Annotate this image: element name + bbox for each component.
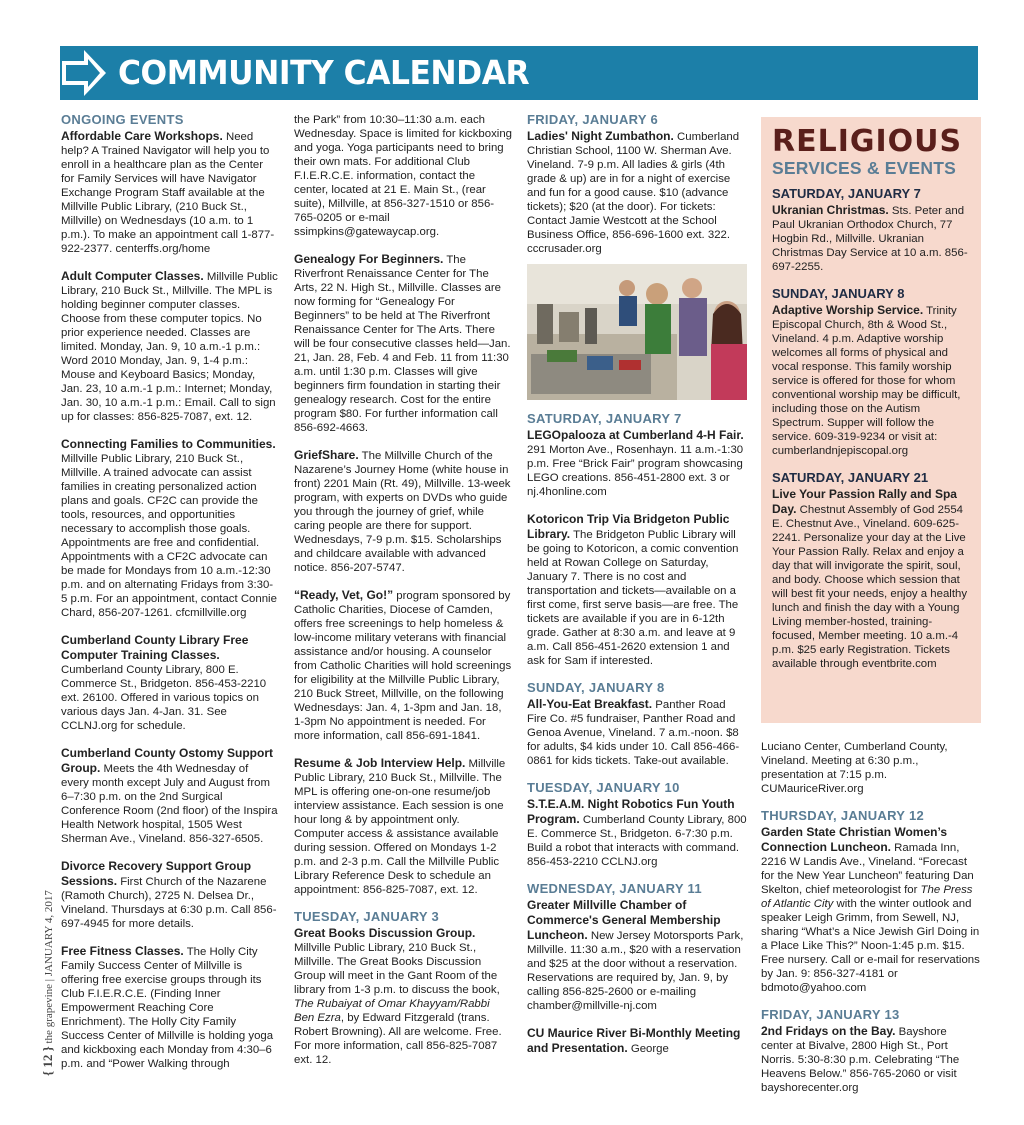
event-body: with the winter outlook and speaker Leigh Grimm, from Sewell, NJ, sharing “What’s a Nice Jewish Girl Doing in a Place Like This?” Noon-1:45 p.m. $15. Free nursery. Call or e-mail for reservations by Jan. 9: 856-327-4181 or bdmoto@yahoo.com [761, 898, 980, 994]
event-title: Adaptive Worship Service. [772, 303, 924, 317]
event-title: All-You-Eat Breakfast. [527, 697, 653, 711]
event-entry [61, 944, 279, 1071]
event-entry [527, 898, 747, 1013]
publication-name: the grapevine [43, 983, 55, 1044]
event-body: Cumberland Christian School, 1100 W. Sherman Ave. Vineland. 7-9 p.m. All ladies & girls (4th grade & up) are in for a night of exercise and fun for a good cause. $10 (advance tickets); $20 (at the door). For tickets: Contact Jamie Westcott at the School Business Office, 856-696-1600 ext. 322. cccrusader.org [527, 131, 740, 255]
event-title: Affordable Care Workshops. [61, 129, 223, 143]
event-entry [527, 512, 747, 668]
event-entry [761, 825, 981, 995]
arrow-icon [62, 46, 108, 100]
page-footer [40, 890, 56, 1076]
event-title: Adult Computer Classes. [61, 269, 204, 283]
event-title: Cumberland County Library Free Computer Training Classes. [61, 633, 249, 662]
event-body: Sts. Peter and Paul Ukranian Orthodox Church, 77 Hogbin Rd., Millville. Ukranian Christmas Day Service at 10 a.m. 856-697-2255. [772, 205, 968, 273]
section-heading: THURSDAY, JANUARY 12 [761, 808, 925, 823]
event-title: 2nd Fridays on the Bay. [761, 1024, 896, 1038]
religious-box [761, 117, 981, 723]
event-title: Greater Millville Chamber of Commerce's General Membership Luncheon. [527, 898, 721, 942]
event-title: Great Books Discussion Group. [294, 926, 476, 940]
event-body: The Millville Church of the Nazarene’s Journey Home (white house in front) 2201 Main (Rt. 49), Millville. 13-week program, with experts on DVDs who guide you through the journey of grief, while caring people are there for support. Wednesdays, 7-9 p.m. $15. Scholarships and childcare available with advanced notice. 856-207-5747. [294, 450, 511, 574]
event-title: LEGOpalooza at Cumberland 4-H Fair. [527, 428, 744, 442]
event-entry [527, 697, 747, 768]
section-heading: SATURDAY, JANUARY 7 [772, 186, 921, 201]
event-entry [294, 588, 512, 743]
event-body: Cumberland County Library, 800 E. Commerce St., Bridgeton. 856-453-2210 ext. 26100. Offered in various topics on various days Jan. 4-Jan. 31. See CCLNJ.org for schedule. [61, 664, 267, 732]
event-body: Millville Public Library, 210 Buck St., Millville. The Great Books Discussion Group will meet in the Gant Room of the library from 1-3 p.m. to discuss the book, [294, 942, 500, 996]
event-body: 291 Morton Ave., Rosenhayn. 11 a.m.-1:30 p.m. Free “Brick Fair” program showcasing LEGO creations. 856-451-2800 ext. 3 or nj.4honline.com [527, 444, 744, 498]
event-body: Need help? A Trained Navigator will help you to enroll in a healthcare plan as the Center for Family Services will have Navigator Exchange Program Staff available at the Millville Public Library, (210 Buck St., Millville) on Wednesdays (10 a.m. to 1 p.m.). To make an appointment call 1-877-922-2377. centerffs.org/home [61, 131, 275, 255]
event-body: The Bridgeton Public Library will be going to Kotoricon, a comic convention held at Rowan College on Saturday, January 7. There is no cost and transportation and tickets—available on a first come, first serve basis—are free. The tickets are available if you are in 6-12th grade. Gather at 8:30 a.m. and leave at 9 a.m. Call 856-451-2620 extension 1 and ask for Sam if interested. [527, 529, 739, 667]
event-body: George [627, 1043, 669, 1055]
column-three [527, 113, 747, 1069]
event-body: Millville Public Library, 210 Buck St., Millville. The MPL is holding beginner computer classes. Choose from these computer topics. No prior experience needed. Classes are limited. Monday, Jan. 9, 10 a.m.-1 p.m.: Word 2010 Monday, Jan. 9, 1-4 p.m.: Mouse and Keyboard Basics; Monday, Jan. 23, 10 a.m.-1 p.m.: Internet; Monday, Jan. 30, 10 a.m.-1 p.m.: Email. Call to sign up for classes: 856-825-7087, ext. 12. [61, 271, 278, 423]
event-body: Trinity Episcopal Church, 8th & Wood St., Vineland. 4 p.m. Adaptive worship welcomes all forms of physical and vocal response. This family worship service is offered for those for whom conventional worship may be difficult, including those on the Autism Spectrum. Supper will follow the service. 609-319-9234 or visit at: cumberlandnjepiscopal.org [772, 305, 961, 457]
event-body: the Park” from 10:30–11:30 a.m. each Wednesday. Space is limited for kickboxing and yoga. Yoga participants need to bring their own mats. For additional Club F.I.E.R.C.E. information, contact the center, located at 21 E. Main St., (rear suite), Millville, at 856-327-1510 or 856-765-0205 or e-mail ssimpkins@gatewaycap.org. [294, 114, 513, 238]
column-ongoing [61, 113, 279, 1084]
event-title: Resume & Job Interview Help. [294, 756, 466, 770]
religious-subtitle: SERVICES & EVENTS [772, 158, 956, 178]
section-heading: FRIDAY, JANUARY 6 [527, 112, 659, 127]
section-heading: WEDNESDAY, JANUARY 11 [527, 881, 702, 896]
event-entry [61, 633, 279, 733]
event-body: Millville Public Library, 210 Buck St., Millville. A trained advocate can assist families in creating personalized action plans and goals. CF2C can provide the tools, resources, and opportunities necessary to accomplish those goals. Appointments are free and confidential. Appointments with a CF2C advocate can be made for Mondays from 10 a.m.-12:30 p.m. and on alternating Fridays from 3:30-5 p.m. For an appointment, contact Connie Chard, 856-207-1261. cfcmillville.org [61, 453, 277, 619]
event-body: Panther Road Fire Co. #5 fundraiser, Panther Road and Genoa Avenue, Vineland. 7 a.m.-noon. $8 for adults, $4 kids under 10. Call 856-466-0861 for kids tickets. Take-out available. [527, 699, 740, 767]
page-number: { 12 } [40, 1046, 55, 1076]
event-title: CU Maurice River Bi-Monthly Meeting and Presentation. [527, 1026, 741, 1055]
publication-name: The Press of Atlantic City [761, 884, 973, 910]
event-entry [61, 269, 279, 424]
event-entry [294, 252, 512, 435]
event-title: Cumberland County Ostomy Support Group. [61, 746, 274, 775]
event-title: GriefShare. [294, 448, 359, 462]
section-heading: SATURDAY, JANUARY 21 [772, 470, 929, 485]
section-heading: SUNDAY, JANUARY 8 [527, 680, 665, 695]
event-title: “Ready, Vet, Go!” [294, 588, 394, 602]
event-title: Kotoricon Trip Via Bridgeton Public Library. [527, 512, 730, 541]
event-body: New Jersey Motorsports Park, Millville. 11:30 a.m., $20 with a reservation and $25 at the door without a reservation. Reservations are required by, Jan. 9, by calling 856-825-2600 or e-mailing chamber@millville-nj.com [527, 930, 744, 1012]
event-body: Ramada Inn, 2216 W Landis Ave., Vineland. “Forecast for the New Year Luncheon” featuring Dan Skelton, chief meteorologist for [761, 842, 974, 896]
event-entry [772, 303, 971, 458]
event-title: Garden State Christian Women’s Connection Luncheon. [761, 825, 948, 854]
event-entry [294, 448, 512, 575]
event-entry [294, 756, 512, 897]
event-entry [527, 1026, 747, 1056]
event-body: Chestnut Assembly of God 2554 E. Chestnut Ave., Vineland. 609-625-2241. Personalize your day at the Live Your Passion Rally. Relax and enjoy a day that will invigorate the spirit, soul, and body. Choose which session that will best fit your needs, enjoy a healthy lunch and finish the day with a Young Living member-hosted, training-focused, Member meeting. 10 a.m.-4 p.m. $25 early Registration. Tickets available through eventbrite.com [772, 504, 968, 670]
event-body: , by Edward Fitzgerald (trans. Robert Browning). All are welcome. Free. For more information, call 856-825-7087 ext. 12. [294, 1012, 502, 1066]
event-body: The Riverfront Renaissance Center for The Arts, 22 N. High St., Millville. Classes are now forming for “Genealogy For Beginners” to be held at The Riverfront Renaissance Center for The Arts. There will be four consecutive classes held—Jan. 21, Jan. 28, Feb. 4 and Feb. 11 from 11:30 a.m. until 1:30 p.m. Classes will give beginners firm foundation in starting their genealogy research. Cost for the entire program $80. For further information call 856-692-4663. [294, 254, 511, 434]
section-heading: SUNDAY, JANUARY 8 [772, 286, 905, 301]
event-title: Free Fitness Classes. [61, 944, 184, 958]
event-entry [61, 129, 279, 256]
book-title: The Rubaiyat of Omar Khayyam/Rabbi Ben Ezra [294, 998, 490, 1024]
event-entry [527, 797, 747, 869]
column-four [761, 740, 981, 1108]
event-title: Ladies' Night Zumbathon. [527, 129, 674, 143]
event-title: Divorce Recovery Support Group Sessions. [61, 859, 252, 888]
event-entry [61, 859, 279, 931]
event-entry [61, 437, 279, 620]
event-body: Cumberland County Library, 800 E. Commerce St., Bridgeton. 6-7:30 p.m. Build a robot that interacts with command. 856-453-2210 CCLNJ.org [527, 814, 747, 868]
section-heading: ONGOING EVENTS [61, 112, 184, 127]
event-body: program sponsored by Catholic Charities, Diocese of Camden, offers free screenings to help homeless & low-income military veterans with financial assistance and/or housing. A counselor from Catholic Charities will hold screenings for eligibility at the Millville Public Library, 210 Buck Street, Millville, on the following Wednesdays: Jan. 4, 1-3pm and Jan. 18, 1-3pm No appointment is needed. For more information, call 856-691-1841. [294, 590, 512, 742]
section-heading: FRIDAY, JANUARY 13 [761, 1007, 900, 1022]
event-entry [761, 1024, 981, 1095]
event-title: Connecting Families to Communities. [61, 437, 276, 451]
page-title: COMMUNITY CALENDAR [118, 53, 530, 92]
event-entry [772, 487, 971, 671]
event-body: First Church of the Nazarene (Ramoth Church), 2725 N. Delsea Dr., Vineland. Thursdays at 6:30 p.m. Call 856-697-4945 for more details. [61, 876, 277, 930]
section-heading: SATURDAY, JANUARY 7 [527, 411, 682, 426]
section-heading: TUESDAY, JANUARY 10 [527, 780, 680, 795]
event-title: Genealogy For Beginners. [294, 252, 444, 266]
event-entry [761, 740, 981, 796]
event-title: S.T.E.A.M. Night Robotics Fun Youth Program. [527, 797, 735, 826]
event-body: Luciano Center, Cumberland County, Vineland. Meeting at 6:30 p.m., presentation at 7:15 p.m. CUMauriceRiver.org [761, 741, 948, 795]
event-entry [527, 129, 747, 256]
issue-date: JANUARY 4, 2017 [43, 890, 55, 977]
event-entry [61, 746, 279, 846]
event-entry [527, 428, 747, 499]
event-title: Live Your Passion Rally and Spa Day. [772, 487, 957, 516]
column-two [294, 113, 512, 1080]
event-entry [294, 926, 512, 1067]
lego-event-photo [527, 264, 747, 400]
footer-separator: | [43, 978, 55, 982]
event-body: Millville Public Library, 210 Buck St., Millville. The MPL is offering one-on-one resume/job interview assistance. Each session is one hour long & by appointment only. Computer access & assistance available during session. Offered on Mondays 1-2 p.m. and 2-3 p.m. Call the Millville Public Library Reference Desk to schedule an appointment: 856-825-7087, ext. 12. [294, 758, 506, 896]
event-body: The Holly City Family Success Center of Millville is offering free exercise groups through its Club F.I.E.R.C.E. (Finding Inner Empowerment Reaching Core Enrichment). The Holly City Family Success Center of Millville is holding yoga and kickboxing each Monday from 4:30–6 p.m. and “Power Walking through [61, 946, 274, 1070]
event-title: Ukranian Christmas. [772, 203, 889, 217]
religious-title: RELIGIOUS [772, 124, 963, 159]
event-entry [772, 203, 971, 274]
event-entry [294, 113, 512, 239]
section-heading: TUESDAY, JANUARY 3 [294, 909, 440, 924]
event-body: Bayshore center at Bivalve, 2800 High St., Port Norris. 5:30-8:30 p.m. Celebrating “The Heavens Below.” 856-765-2060 or visit bayshorecenter.org [761, 1026, 960, 1094]
event-body: Meets the 4th Wednesday of every month except July and August from 6–7:30 p.m. on the 2nd Surgical Conference Room (2nd floor) of the Inspira Health Network hospital, 1505 West Sherman Ave., Vineland. 856-327-6505. [61, 763, 278, 845]
